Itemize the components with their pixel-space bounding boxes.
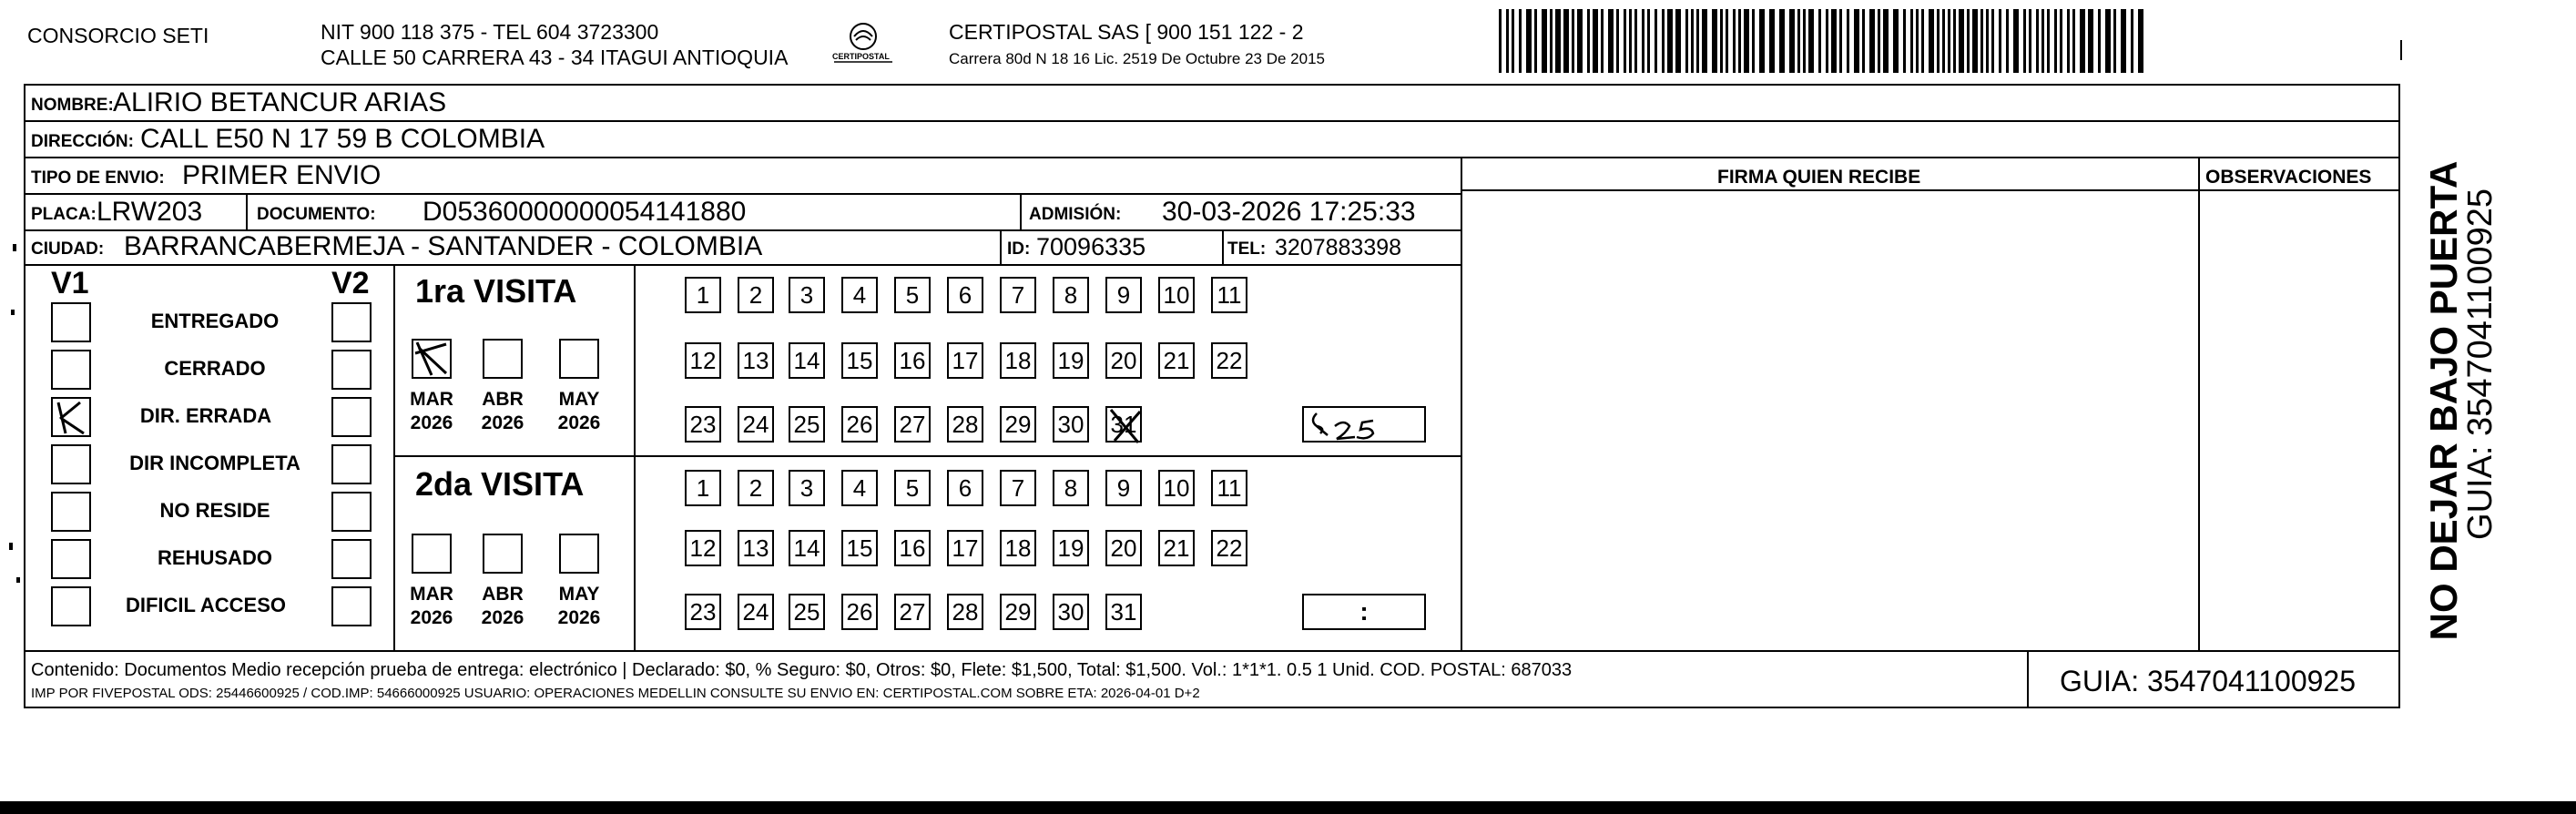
month-year: 2026 bbox=[410, 607, 453, 629]
barcode-bar bbox=[1910, 9, 1913, 73]
second-visit-day-17[interactable]: 17 bbox=[947, 530, 983, 566]
first-visit-day-9[interactable]: 9 bbox=[1105, 277, 1142, 313]
barcode-bar bbox=[1608, 9, 1614, 73]
barcode-bar bbox=[1550, 9, 1553, 73]
reason-no-reside: NO RESIDE bbox=[159, 499, 270, 522]
v1-checkbox[interactable] bbox=[51, 492, 91, 532]
barcode-bar bbox=[1587, 9, 1590, 73]
imp-line: IMP POR FIVEPOSTAL ODS: 25446600925 / COD.IMP: 54666000925 USUARIO: OPERACIONES MEDELLIN CONSULTE SU ENVIO EN: CERTIPOSTAL.COM SOBRE ETA: 2026-04-01 D+2 bbox=[31, 686, 1200, 701]
barcode-bar bbox=[2047, 9, 2050, 73]
first-visit-day-7[interactable]: 7 bbox=[1000, 277, 1036, 313]
second-visit-day-27[interactable]: 27 bbox=[894, 594, 931, 630]
first-visit-day-2[interactable]: 2 bbox=[738, 277, 774, 313]
barcode-bar bbox=[1577, 9, 1583, 73]
barcode-bars bbox=[1499, 9, 2143, 73]
first-visit-day-31[interactable]: 31 bbox=[1105, 406, 1142, 443]
certipostal-nit: CERTIPOSTAL SAS [ 900 151 122 - 2 bbox=[949, 20, 1304, 44]
col-line bbox=[634, 264, 636, 650]
col-line bbox=[1222, 229, 1224, 264]
col-line bbox=[1020, 193, 1022, 229]
barcode-bar bbox=[1726, 9, 1728, 73]
footer-guia: GUIA: 3547041100925 bbox=[2060, 665, 2356, 697]
barcode-bar bbox=[2098, 9, 2101, 73]
barcode-bar bbox=[1999, 9, 2001, 73]
barcode-bar bbox=[1519, 9, 1522, 73]
barcode-bar bbox=[1662, 9, 1665, 73]
row-line bbox=[24, 650, 2400, 652]
second-visit-month-mar[interactable] bbox=[412, 534, 452, 574]
second-visit-day-23[interactable]: 23 bbox=[685, 594, 721, 630]
documento-label: DOCUMENTO: bbox=[257, 205, 376, 224]
v2-label: V2 bbox=[331, 266, 370, 300]
v2-checkbox[interactable] bbox=[331, 444, 372, 484]
first-visit-title: 1ra VISITA bbox=[415, 272, 577, 310]
first-visit-day-12[interactable]: 12 bbox=[685, 342, 721, 379]
v2-checkbox[interactable] bbox=[331, 302, 372, 342]
col-line bbox=[2198, 157, 2200, 650]
firma-label: FIRMA QUIEN RECIBE bbox=[1717, 167, 1921, 188]
row-line bbox=[24, 157, 2400, 158]
barcode-bar bbox=[1826, 9, 1828, 73]
barcode-bar bbox=[1921, 9, 1924, 73]
barcode-bar bbox=[1797, 9, 1800, 73]
first-visit-day-22[interactable]: 22 bbox=[1211, 342, 1247, 379]
second-visit-day-30[interactable]: 30 bbox=[1053, 594, 1089, 630]
month-year: 2026 bbox=[557, 607, 601, 629]
company-name: CONSORCIO SETI bbox=[27, 24, 209, 47]
barcode-bar bbox=[1759, 9, 1765, 73]
second-visit-day-3[interactable]: 3 bbox=[789, 470, 825, 506]
col-line bbox=[1000, 229, 1002, 264]
handwritten-hour-mark bbox=[1304, 408, 1422, 444]
barcode-bar bbox=[1675, 9, 1681, 73]
barcode-bar bbox=[1702, 9, 1707, 73]
barcode-bar bbox=[2023, 9, 2026, 73]
second-visit-hour-box[interactable] bbox=[1302, 594, 1426, 630]
placa-value: LRW203 bbox=[97, 197, 203, 227]
v2-checkbox[interactable] bbox=[331, 350, 372, 390]
barcode-bar bbox=[1506, 9, 1509, 73]
first-visit-day-19[interactable]: 19 bbox=[1053, 342, 1089, 379]
month-name: MAY bbox=[558, 389, 600, 410]
barcode-bar bbox=[1893, 9, 1899, 73]
placa-label: PLACA: bbox=[31, 205, 97, 224]
second-visit-day-10[interactable]: 10 bbox=[1158, 470, 1195, 506]
barcode-bar bbox=[2080, 9, 2085, 73]
barcode-bar bbox=[1991, 9, 1994, 73]
v1-label: V1 bbox=[51, 266, 89, 300]
second-visit-day-31[interactable]: 31 bbox=[1105, 594, 1142, 630]
documento-value: D05360000000054141880 bbox=[423, 197, 747, 227]
first-visit-day-23[interactable]: 23 bbox=[685, 406, 721, 443]
certipostal-logo bbox=[830, 20, 896, 71]
barcode-bar bbox=[2067, 9, 2070, 73]
observaciones-label: OBSERVACIONES bbox=[2205, 167, 2372, 188]
second-visit-day-19[interactable]: 19 bbox=[1053, 530, 1089, 566]
second-visit-day-15[interactable]: 15 bbox=[841, 530, 878, 566]
barcode-bar bbox=[1691, 9, 1694, 73]
nombre-label: NOMBRE: bbox=[31, 96, 114, 115]
first-visit-day-29[interactable]: 29 bbox=[1000, 406, 1036, 443]
barcode-bar bbox=[1839, 9, 1842, 73]
barcode-bar bbox=[1593, 9, 1598, 73]
first-visit-day-1[interactable]: 1 bbox=[685, 277, 721, 313]
checkmark-x-icon bbox=[413, 341, 450, 377]
barcode-bar bbox=[1624, 9, 1626, 73]
month-label bbox=[473, 388, 532, 436]
barcode-bar bbox=[2013, 9, 2019, 73]
barcode-bar bbox=[1878, 9, 1880, 73]
v2-checkbox[interactable] bbox=[331, 539, 372, 579]
ciudad-value: BARRANCABERMEJA - SANTANDER - COLOMBIA bbox=[124, 231, 763, 261]
barcode-bar bbox=[2121, 9, 2126, 73]
header-tick bbox=[2400, 40, 2402, 60]
side-guia-text: GUIA: 3547041100925 bbox=[2461, 188, 2500, 540]
first-visit-day-25[interactable]: 25 bbox=[789, 406, 825, 443]
second-visit-day-12[interactable]: 12 bbox=[685, 530, 721, 566]
second-visit-day-9[interactable]: 9 bbox=[1105, 470, 1142, 506]
barcode-bar bbox=[2088, 9, 2093, 73]
row-line bbox=[24, 264, 1462, 266]
barcode-bar bbox=[1542, 9, 1547, 73]
month-label bbox=[402, 388, 461, 436]
barcode-bar bbox=[1803, 9, 1806, 73]
company-address: CALLE 50 CARRERA 43 - 34 ITAGUI ANTIOQUIA bbox=[321, 46, 789, 69]
col-line bbox=[393, 264, 395, 650]
no-dejar-bajo-puerta: NO DEJAR BAJO PUERTA bbox=[2422, 160, 2465, 641]
barcode-bar bbox=[2105, 9, 2111, 73]
second-visit-day-26[interactable]: 26 bbox=[841, 594, 878, 630]
barcode-bar bbox=[1629, 9, 1632, 73]
id-label: ID: bbox=[1007, 239, 1031, 259]
second-visit-day-14[interactable]: 14 bbox=[789, 530, 825, 566]
tipo-envio-value: PRIMER ENVIO bbox=[182, 160, 382, 190]
first-visit-day-10[interactable]: 10 bbox=[1158, 277, 1195, 313]
barcode-bar bbox=[1738, 9, 1741, 73]
v1-checkbox[interactable] bbox=[51, 397, 91, 437]
first-visit-day-15[interactable]: 15 bbox=[841, 342, 878, 379]
barcode-bar bbox=[1696, 9, 1699, 73]
barcode-bar bbox=[1869, 9, 1875, 73]
barcode-bar bbox=[1847, 9, 1849, 73]
first-visit-day-13[interactable]: 13 bbox=[738, 342, 774, 379]
second-visit-day-8[interactable]: 8 bbox=[1053, 470, 1089, 506]
v1-checkbox[interactable] bbox=[51, 302, 91, 342]
second-visit-day-7[interactable]: 7 bbox=[1000, 470, 1036, 506]
second-visit-day-1[interactable]: 1 bbox=[685, 470, 721, 506]
barcode-bar bbox=[1972, 9, 1978, 73]
second-visit-day-5[interactable]: 5 bbox=[894, 470, 931, 506]
barcode-bar bbox=[2036, 9, 2039, 73]
barcode-bar bbox=[2054, 9, 2057, 73]
month-name: MAY bbox=[558, 584, 600, 605]
month-name: ABR bbox=[482, 389, 524, 410]
barcode-bar bbox=[1862, 9, 1865, 73]
barcode-bar bbox=[1512, 9, 1514, 73]
reason-cerrado: CERRADO bbox=[164, 357, 266, 380]
certipostal-license: Carrera 80d N 18 16 Lic. 2519 De Octubre 23 De 2015 bbox=[949, 50, 1325, 67]
month-year: 2026 bbox=[481, 412, 524, 434]
barcode-bar bbox=[1499, 9, 1502, 73]
hour-colon: : bbox=[1359, 597, 1369, 626]
barcode-bar bbox=[2060, 9, 2062, 73]
col-line bbox=[1461, 157, 1462, 650]
first-visit-day-26[interactable]: 26 bbox=[841, 406, 878, 443]
row-line bbox=[24, 193, 1462, 195]
row-line bbox=[1461, 189, 2400, 191]
barcode-bar bbox=[1808, 9, 1814, 73]
barcode-bar bbox=[1831, 9, 1837, 73]
second-visit-day-11[interactable]: 11 bbox=[1211, 470, 1247, 506]
id-value: 70096335 bbox=[1036, 233, 1146, 260]
second-visit-month-abr[interactable] bbox=[483, 534, 523, 574]
v1-checkbox[interactable] bbox=[51, 539, 91, 579]
second-visit-day-6[interactable]: 6 bbox=[947, 470, 983, 506]
first-visit-day-20[interactable]: 20 bbox=[1105, 342, 1142, 379]
second-visit-title: 2da VISITA bbox=[415, 465, 585, 503]
barcode-bar bbox=[1769, 9, 1775, 73]
barcode-bar bbox=[1563, 9, 1569, 73]
month-year: 2026 bbox=[557, 412, 601, 434]
direccion-value: CALL E50 N 17 59 B COLOMBIA bbox=[140, 124, 545, 154]
barcode-bar bbox=[2131, 9, 2133, 73]
month-year: 2026 bbox=[410, 412, 453, 434]
month-name: ABR bbox=[482, 584, 524, 605]
reason-dir-errada: DIR. ERRADA bbox=[139, 404, 272, 427]
row-line bbox=[24, 120, 2400, 122]
first-visit-hour-box[interactable] bbox=[1302, 406, 1426, 443]
first-visit-day-16[interactable]: 16 bbox=[894, 342, 931, 379]
barcode-bar bbox=[1616, 9, 1619, 73]
barcode-bar bbox=[1712, 9, 1717, 73]
bottom-border-bar bbox=[0, 801, 2576, 814]
second-visit-day-28[interactable]: 28 bbox=[947, 594, 983, 630]
tel-label: TEL: bbox=[1227, 239, 1267, 259]
barcode-bar bbox=[2113, 9, 2116, 73]
second-visit-day-25[interactable]: 25 bbox=[789, 594, 825, 630]
month-name: MAR bbox=[410, 584, 453, 605]
barcode-bar bbox=[1647, 9, 1650, 73]
checkmark-x-icon bbox=[1107, 408, 1144, 444]
admision-label: ADMISIÓN: bbox=[1029, 205, 1122, 224]
first-visit-month-abr[interactable] bbox=[483, 339, 523, 379]
month-label bbox=[473, 583, 532, 631]
reason-dificil-acceso: DIFICIL ACCESO bbox=[125, 594, 286, 616]
month-year: 2026 bbox=[481, 607, 524, 629]
nombre-value: ALIRIO BETANCUR ARIAS bbox=[113, 87, 447, 117]
second-visit-day-22[interactable]: 22 bbox=[1211, 530, 1247, 566]
barcode-bar bbox=[1642, 9, 1644, 73]
barcode-bar bbox=[1942, 9, 1945, 73]
second-visit-day-29[interactable]: 29 bbox=[1000, 594, 1036, 630]
barcode-bar bbox=[1959, 9, 1964, 73]
margin-mark bbox=[11, 310, 15, 315]
first-visit-day-5[interactable]: 5 bbox=[894, 277, 931, 313]
tipo-envio-label: TIPO DE ENVIO: bbox=[31, 168, 165, 188]
barcode-bar bbox=[1526, 9, 1532, 73]
barcode-bar bbox=[1916, 9, 1919, 73]
barcode-bar bbox=[1720, 9, 1723, 73]
barcode-bar bbox=[2138, 9, 2143, 73]
barcode-bar bbox=[1555, 9, 1561, 73]
admision-value: 30-03-2026 17:25:33 bbox=[1162, 197, 1416, 227]
barcode bbox=[1499, 9, 2143, 73]
second-visit-day-24[interactable]: 24 bbox=[738, 594, 774, 630]
ciudad-label: CIUDAD: bbox=[31, 239, 105, 259]
barcode-bar bbox=[1937, 9, 1940, 73]
barcode-bar bbox=[2006, 9, 2009, 73]
barcode-bar bbox=[1980, 9, 1983, 73]
barcode-bar bbox=[1854, 9, 1859, 73]
barcode-bar bbox=[1967, 9, 1970, 73]
barcode-bar bbox=[1986, 9, 1989, 73]
barcode-bar bbox=[1883, 9, 1889, 73]
first-visit-month-may[interactable] bbox=[559, 339, 599, 379]
barcode-bar bbox=[2072, 9, 2075, 73]
barcode-bar bbox=[1818, 9, 1821, 73]
reason-dir-incompleta: DIR INCOMPLETA bbox=[129, 452, 300, 474]
v2-checkbox[interactable] bbox=[331, 397, 372, 437]
checkmark-x-icon bbox=[53, 399, 89, 435]
margin-mark bbox=[9, 543, 13, 550]
barcode-bar bbox=[1534, 9, 1537, 73]
second-visit-day-13[interactable]: 13 bbox=[738, 530, 774, 566]
first-visit-day-14[interactable]: 14 bbox=[789, 342, 825, 379]
month-name: MAR bbox=[410, 389, 453, 410]
v1-checkbox[interactable] bbox=[51, 350, 91, 390]
nit-phone: NIT 900 118 375 - TEL 604 3723300 bbox=[321, 20, 659, 44]
month-label bbox=[402, 583, 461, 631]
barcode-bar bbox=[1733, 9, 1736, 73]
second-visit-month-may[interactable] bbox=[559, 534, 599, 574]
first-visit-day-3[interactable]: 3 bbox=[789, 277, 825, 313]
v1-checkbox[interactable] bbox=[51, 586, 91, 626]
direccion-label: DIRECCIÓN: bbox=[31, 132, 134, 151]
tel-value: 3207883398 bbox=[1275, 235, 1402, 260]
month-label bbox=[550, 583, 608, 631]
logo-wordmark: CERTIPOSTAL bbox=[832, 52, 890, 61]
first-visit-day-28[interactable]: 28 bbox=[947, 406, 983, 443]
margin-mark bbox=[16, 577, 20, 583]
v2-checkbox[interactable] bbox=[331, 492, 372, 532]
barcode-bar bbox=[1953, 9, 1956, 73]
col-line bbox=[246, 193, 248, 229]
margin-mark bbox=[13, 244, 16, 251]
barcode-bar bbox=[1779, 9, 1785, 73]
month-label bbox=[550, 388, 608, 436]
second-visit-day-20[interactable]: 20 bbox=[1105, 530, 1142, 566]
first-visit-day-17[interactable]: 17 bbox=[947, 342, 983, 379]
barcode-bar bbox=[1948, 9, 1950, 73]
reason-rehusado: REHUSADO bbox=[158, 546, 272, 569]
second-visit-day-21[interactable]: 21 bbox=[1158, 530, 1195, 566]
first-visit-day-30[interactable]: 30 bbox=[1053, 406, 1089, 443]
first-visit-day-6[interactable]: 6 bbox=[947, 277, 983, 313]
barcode-bar bbox=[1634, 9, 1637, 73]
row-line bbox=[393, 455, 1461, 457]
v2-checkbox[interactable] bbox=[331, 586, 372, 626]
first-visit-day-8[interactable]: 8 bbox=[1053, 277, 1089, 313]
barcode-bar bbox=[2041, 9, 2044, 73]
first-visit-day-21[interactable]: 21 bbox=[1158, 342, 1195, 379]
second-visit-day-18[interactable]: 18 bbox=[1000, 530, 1036, 566]
first-visit-day-27[interactable]: 27 bbox=[894, 406, 931, 443]
barcode-bar bbox=[1929, 9, 1934, 73]
first-visit-day-18[interactable]: 18 bbox=[1000, 342, 1036, 379]
contenido-line: Contenido: Documentos Medio recepción prueba de entrega: electrónico | Declarado: $0, % Seguro: $0, Otros: $0, Flete: $1,500, Total: $1,500. Vol.: 1*1*1. 0.5 1 Unid. COD. POSTAL: 687033 bbox=[31, 660, 1573, 680]
barcode-bar bbox=[1685, 9, 1688, 73]
barcode-bar bbox=[2029, 9, 2031, 73]
first-visit-day-4[interactable]: 4 bbox=[841, 277, 878, 313]
reason-entregado: ENTREGADO bbox=[150, 310, 280, 332]
second-visit-day-16[interactable]: 16 bbox=[894, 530, 931, 566]
barcode-bar bbox=[1655, 9, 1657, 73]
barcode-bar bbox=[1744, 9, 1749, 73]
first-visit-day-24[interactable]: 24 bbox=[738, 406, 774, 443]
col-line bbox=[2027, 650, 2029, 708]
barcode-bar bbox=[1903, 9, 1906, 73]
second-visit-day-2[interactable]: 2 bbox=[738, 470, 774, 506]
barcode-bar bbox=[1601, 9, 1604, 73]
barcode-bar bbox=[1789, 9, 1795, 73]
barcode-bar bbox=[1667, 9, 1673, 73]
v1-checkbox[interactable] bbox=[51, 444, 91, 484]
barcode-bar bbox=[1752, 9, 1755, 73]
first-visit-month-mar[interactable] bbox=[412, 339, 452, 379]
first-visit-day-11[interactable]: 11 bbox=[1211, 277, 1247, 313]
barcode-bar bbox=[1572, 9, 1574, 73]
second-visit-day-4[interactable]: 4 bbox=[841, 470, 878, 506]
